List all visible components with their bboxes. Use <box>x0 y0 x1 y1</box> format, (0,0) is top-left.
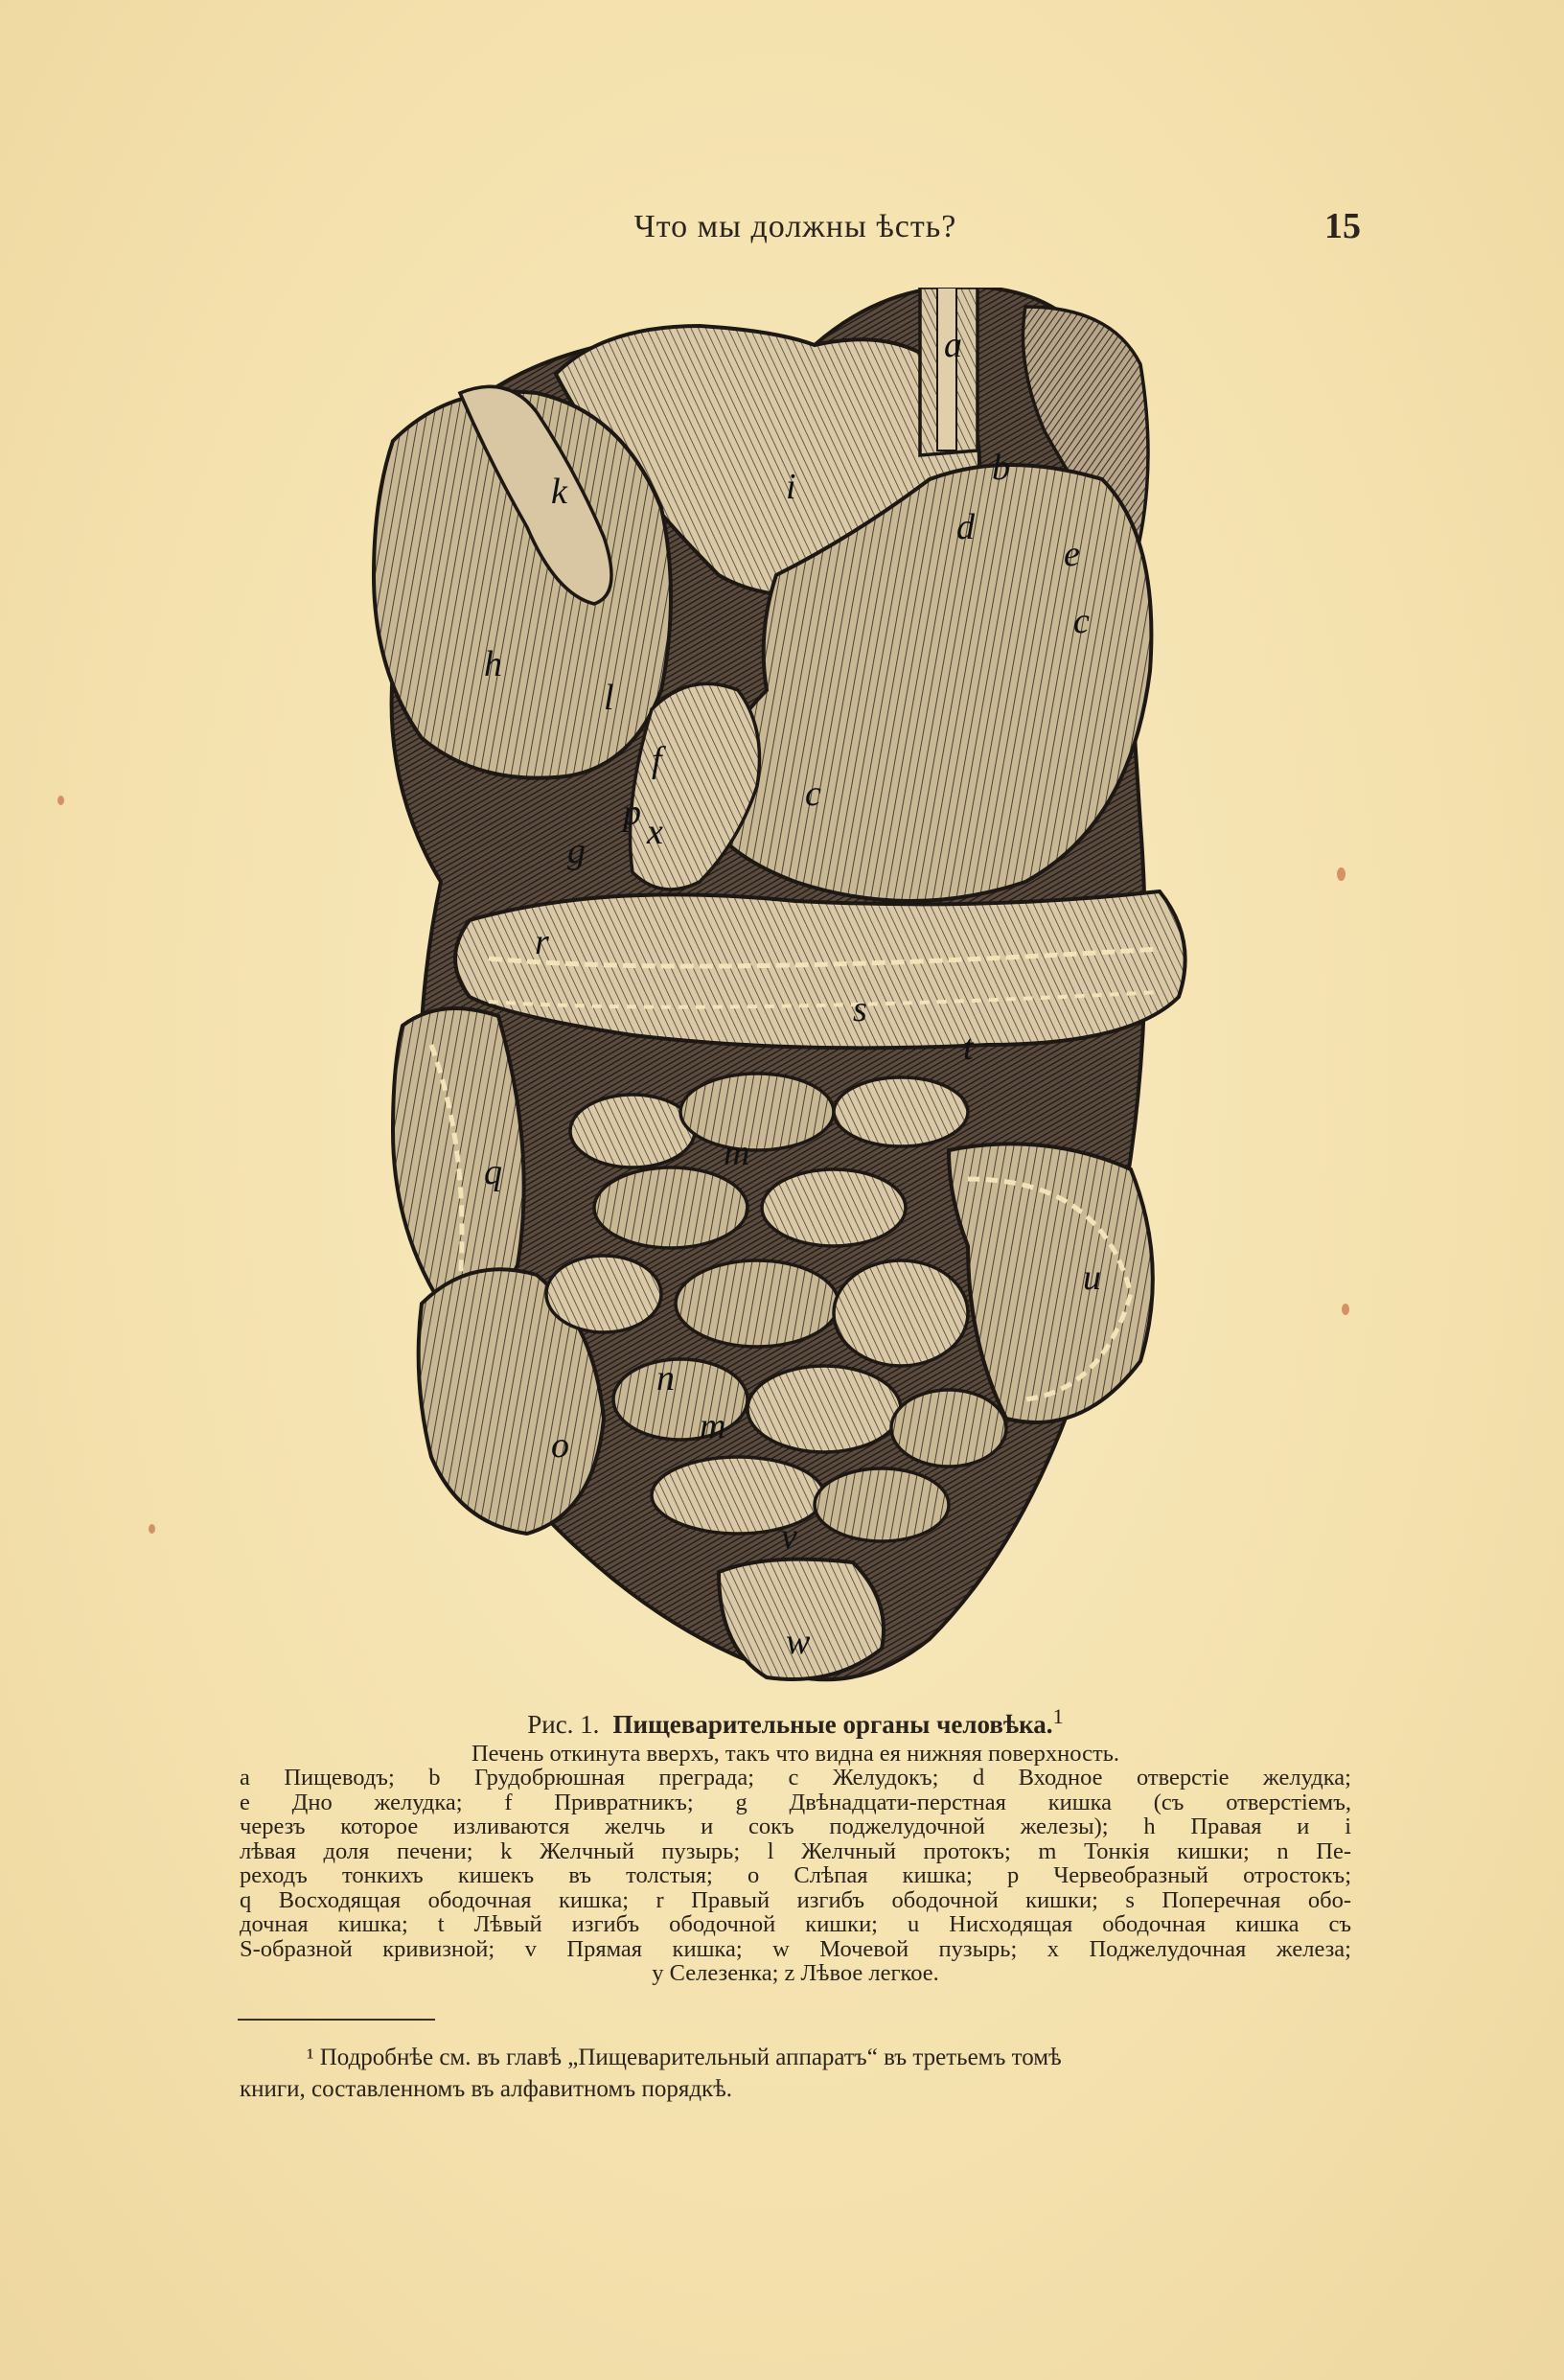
figure-label: q <box>484 1152 502 1192</box>
paper-stain <box>58 796 64 805</box>
figure-caption <box>240 1704 1351 1986</box>
legend-line: реходъ тонкихъ кишекъ въ толстыя; o Слѣпая кишка; p Червеобразный отростокъ; <box>240 1862 1351 1888</box>
paper-stain <box>1337 867 1346 881</box>
running-title: Что мы должны ѣсть? <box>633 209 957 244</box>
legend-line: a Пищеводъ; b Грудобрюшная преграда; c Желудокъ; d Входное отверстіе желудка; <box>240 1765 1351 1791</box>
legend-line: q Восходящая ободочная кишка; r Правый изгибъ ободочной кишки; s Поперечная обо- <box>240 1886 1351 1913</box>
figure-label: m <box>700 1406 726 1446</box>
figure-label: w <box>786 1622 811 1662</box>
figure-label: u <box>1083 1258 1101 1298</box>
figure-label: c <box>805 774 821 814</box>
caption-subtitle: Печень откинута вверхъ, такъ что видна ея нижняя поверхность. <box>471 1740 1120 1767</box>
legend-line: черезъ которое изливаются желчь и сокъ поджелудочной железы); h Правая и i <box>240 1814 1351 1839</box>
figure-label: t <box>963 1028 974 1068</box>
figure-title: Пищеварительные органы человѣка. <box>612 1710 1053 1739</box>
figure-label: e <box>1064 534 1080 574</box>
figure-label: s <box>853 989 867 1029</box>
figure-label: x <box>647 812 663 852</box>
figure-label: n <box>656 1358 675 1398</box>
legend-line: дочная кишка; t Лѣвый изгибъ ободочной кишки; u Нисходящая ободочная кишка съ <box>240 1911 1351 1937</box>
figure-label: i <box>786 467 796 507</box>
legend-line: e Дно желудка; f Привратникъ; g Двѣнадцати-перстная кишка (съ отверстіемъ, <box>240 1789 1351 1815</box>
anatomical-illustration <box>316 288 1275 1697</box>
figure-label: r <box>535 922 549 962</box>
figure-label: v <box>781 1516 797 1557</box>
footnote-line: ¹ Подробнѣе см. въ главѣ „Пищеварительный аппаратъ“ въ третьемъ томѣ <box>307 2045 1062 2070</box>
figure-label: p <box>623 793 641 833</box>
figure-label: l <box>604 678 614 718</box>
page-number: 15 <box>1324 206 1361 246</box>
figure-number: Рис. 1. <box>527 1710 600 1739</box>
figure-label: o <box>551 1425 569 1466</box>
footnote <box>240 2042 1351 2105</box>
figure-label: d <box>956 507 975 547</box>
footnote-line: книги, составленномъ въ алфавитномъ порядкѣ. <box>240 2076 733 2102</box>
figure-label: c <box>1073 601 1090 641</box>
figure-label: f <box>652 740 662 780</box>
transverse-colon <box>455 891 1185 1048</box>
figure-label: b <box>992 448 1010 488</box>
figure-label: m <box>724 1133 750 1173</box>
figure-label: g <box>567 831 586 871</box>
legend-line: лѣвая доля печени; k Желчный пузырь; l Желчный протокъ; m Тонкія кишки; n Пе- <box>240 1837 1351 1864</box>
legend-line: y Селезенка; z Лѣвое легкое. <box>652 1960 939 1986</box>
figure-label: a <box>944 325 962 365</box>
figure-label: k <box>551 472 567 512</box>
footnote-mark: 1 <box>1052 1704 1064 1728</box>
paper-stain <box>1342 1304 1349 1315</box>
footnote-divider <box>238 2019 435 2021</box>
paper-stain <box>149 1524 155 1534</box>
figure-label: h <box>484 644 502 684</box>
running-head <box>0 201 1564 259</box>
caption-title <box>240 1704 1351 1738</box>
legend-line: S-образной кривизной; v Прямая кишка; w Мочевой пузырь; x Поджелудочная железа; <box>240 1935 1351 1962</box>
